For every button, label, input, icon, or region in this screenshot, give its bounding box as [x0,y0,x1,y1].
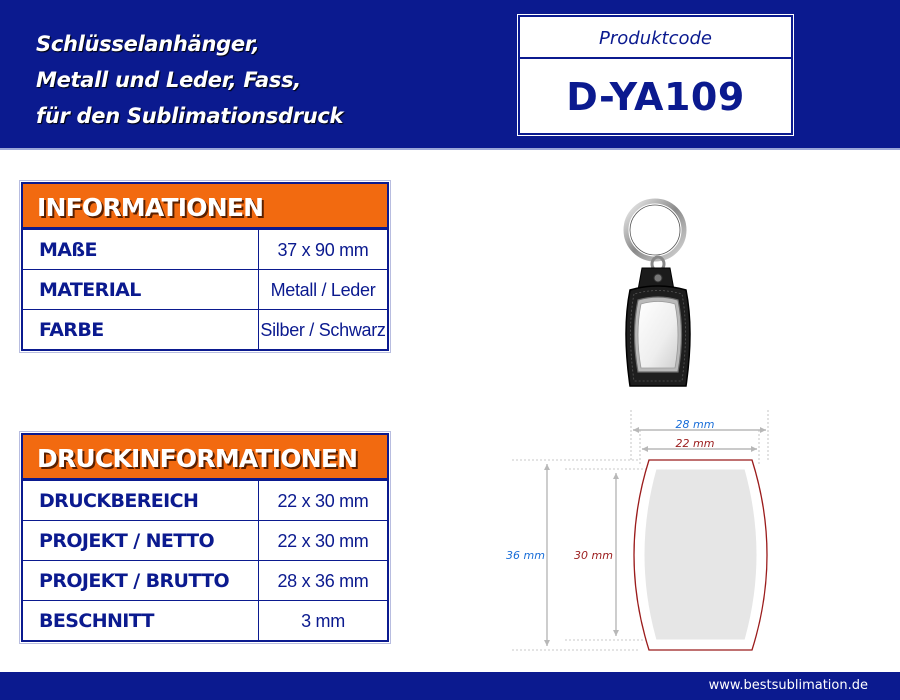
print-area-diagram [500,405,790,665]
row-value: 22 x 30 mm [277,531,369,551]
print-information-table-heading: DRUCKINFORMATIONEN [23,435,387,480]
row-value: 22 x 30 mm [277,491,369,511]
table-row [23,560,387,600]
header-banner [0,0,900,148]
product-code-value: D-YA109 [566,75,745,119]
row-value: 28 x 36 mm [277,571,369,591]
product-code-box [518,15,793,135]
product-code-label: Produktcode [520,17,791,59]
header-divider [0,148,900,150]
inner-print-shape [644,469,757,640]
row-value: Silber / Schwarz [260,320,386,340]
row-key: FARBE [23,310,259,349]
row-key: MATERIAL [23,270,259,309]
row-value: 37 x 90 mm [277,240,369,260]
product-title [36,26,343,134]
inner-width-label: 22 mm [675,437,715,450]
table-row [23,269,387,309]
website-link[interactable]: www.bestsublimation.de [708,678,868,693]
title-line-2: Metall und Leder, Fass, [36,68,301,92]
footer-bar [0,672,900,700]
row-key: PROJEKT / BRUTTO [23,561,259,600]
print-information-table [21,433,389,642]
table-row [23,600,387,640]
table-row [23,480,387,520]
row-key: BESCHNITT [23,601,259,640]
outer-height-label: 36 mm [506,549,545,562]
outer-width-label: 28 mm [675,418,715,431]
title-line-3: für den Sublimationsdruck [36,104,344,128]
table-row [23,520,387,560]
row-value: 3 mm [301,611,345,631]
information-table [21,182,389,351]
table-row [23,309,387,349]
key-ring-icon [626,201,684,259]
row-key: MAßE [23,230,259,269]
row-key: PROJEKT / NETTO [23,521,259,560]
inner-height-label: 30 mm [574,549,613,562]
keychain-product-image [600,190,710,400]
information-table-heading: INFORMATIONEN [23,184,387,229]
title-line-1: Schlüsselanhänger, [36,32,260,56]
row-key: DRUCKBEREICH [23,481,259,520]
table-row [23,229,387,269]
row-value: Metall / Leder [270,280,376,300]
